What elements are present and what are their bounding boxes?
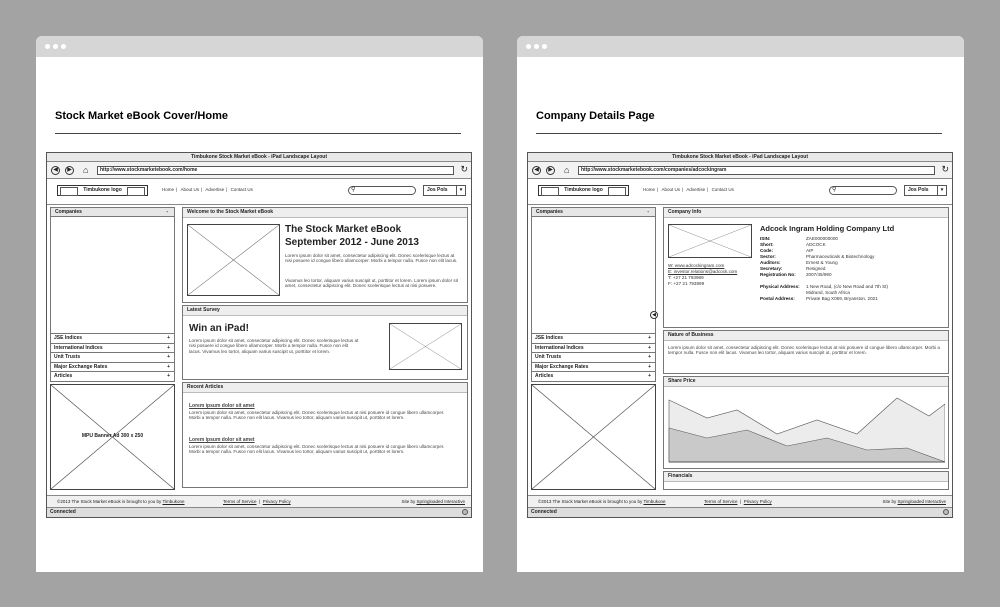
recent-articles-panel (182, 382, 468, 488)
sidebar-item-international-indices[interactable]: International Indices + (51, 343, 174, 353)
sidebar-item-jse-indices[interactable]: JSE Indices + (532, 333, 655, 343)
nav-advertise[interactable]: Advertise (686, 187, 706, 192)
company-details (760, 236, 874, 278)
physical-line: Midrand, South Africa (806, 290, 850, 295)
credit-link[interactable]: Springloaded Interactive (416, 499, 465, 504)
company-name: Adcock Ingram Holding Company Ltd (760, 224, 895, 233)
url-bar[interactable]: http://www.stockmarketebook.com/companies/adcockingram (578, 166, 935, 175)
search-input[interactable] (829, 186, 897, 195)
top-nav: Home | About Us | Advertise | Contact Us (643, 187, 734, 192)
footer-copyright: ©2013 The Stock Market eBook is brought to you by Timbukone (538, 499, 666, 504)
survey-image[interactable] (389, 323, 462, 370)
back-icon[interactable]: ◀ (532, 166, 541, 175)
privacy-link[interactable]: Privacy Policy (743, 499, 772, 504)
article-link[interactable]: Lorem ipsum dolor sit amet (189, 437, 255, 443)
window-titlebar (36, 36, 483, 57)
user-name: Jos Pols (908, 187, 929, 193)
frame-title: Timbukone Stock Market eBook - iPad Landscape Layout (528, 153, 952, 162)
share-price-chart (667, 390, 945, 467)
physical-line: 1 New Road, (c/o New Road and 7th St) (806, 284, 888, 289)
article-text: Lorem ipsum dolor sit amet, consectetur adipiscing elit. Donec scelerisque lectus at nisi posuere id congue libero ullamcorper. Morbi a tempor nulla. Fusce non elit lacus. Vivamus leo tortor, aliquam varius suscipit ut, porttitor et lorem. (189, 444, 445, 455)
detail-row: Sector: Pharmaceuticals & Biotechnology (760, 254, 875, 259)
status-text: Connected (50, 509, 76, 515)
welcome-panel (182, 207, 468, 303)
refresh-icon[interactable]: ↻ (941, 164, 949, 174)
user-dropdown[interactable] (904, 185, 947, 196)
collapse-icon[interactable]: - (166, 209, 168, 215)
home-icon[interactable]: ⌂ (564, 165, 570, 175)
detail-row: ISIN: ZAE000000000 (760, 236, 838, 241)
site-header (47, 179, 471, 205)
frame-title: Timbukone Stock Market eBook - iPad Landscape Layout (47, 153, 471, 162)
share-price-panel (663, 376, 949, 469)
top-nav: Home | About Us | Advertise | Contact Us (162, 187, 253, 192)
article-link[interactable]: Lorem ipsum dolor sit amet (189, 403, 255, 409)
search-icon: ⚲ (351, 187, 356, 193)
company-tel: T: +27 21 793989 (668, 275, 704, 280)
postal-label: Postal Address: (760, 296, 795, 301)
terms-link[interactable]: Terms of Service (704, 499, 738, 504)
mpu-banner-ad[interactable] (50, 384, 175, 490)
welcome-title: Welcome to the Stock Market eBook (183, 208, 467, 218)
mpu-label: MPU Banner Ad 300 x 250 (81, 433, 144, 439)
sidebar-item-jse-indices[interactable]: JSE Indices + (51, 333, 174, 343)
companies-header[interactable]: Companies - (51, 208, 174, 217)
window-dot-icon[interactable] (61, 44, 66, 49)
postal-value: Private Bag X069, Bryanston, 2021 (806, 296, 878, 301)
sidebar-item-international-indices[interactable]: International Indices + (532, 343, 655, 353)
logo[interactable]: Timbukone logo (538, 185, 629, 196)
page-title: Company Details Page (536, 110, 655, 122)
divider (536, 133, 942, 134)
share-price-title: Share Price (664, 377, 948, 387)
survey-heading: Win an iPad! (189, 323, 249, 334)
nav-about[interactable]: About Us (661, 187, 680, 192)
home-icon[interactable]: ⌂ (83, 165, 89, 175)
company-contacts (668, 263, 737, 287)
company-website-link[interactable]: W: www.adcockingram.com (668, 263, 725, 268)
window-dot-icon[interactable] (534, 44, 539, 49)
ipad-frame (527, 152, 953, 518)
chevron-down-icon: ▾ (937, 186, 946, 195)
plus-icon: + (648, 373, 651, 380)
refresh-icon[interactable]: ↻ (460, 164, 468, 174)
detail-row: Registration No: 2007/45/990 (760, 272, 832, 277)
nav-about[interactable]: About Us (180, 187, 199, 192)
hero-subheading: September 2012 - June 2013 (285, 237, 419, 248)
page-title: Stock Market eBook Cover/Home (55, 110, 228, 122)
sidebar-item-unit-trusts[interactable]: Unit Trusts + (51, 352, 174, 362)
forward-icon[interactable]: ▶ (546, 166, 555, 175)
plus-icon: + (648, 344, 651, 351)
company-addresses (760, 284, 888, 302)
url-bar[interactable]: http://www.stockmarketebook.com/home (97, 166, 454, 175)
financials-title: Financials (664, 472, 948, 482)
company-fax: F: +27 21 793899 (668, 281, 705, 286)
sidebar-list (532, 333, 655, 381)
plus-icon: + (648, 354, 651, 361)
detail-row: Secretary: Resigned (760, 266, 826, 271)
ipad-frame (46, 152, 472, 518)
footer-timbukone-link[interactable]: Timbukone (162, 499, 185, 504)
companies-sidebar (531, 207, 656, 382)
plus-icon: + (648, 363, 651, 370)
browser-nav (47, 162, 471, 179)
plus-icon: + (648, 335, 651, 342)
hero-paragraph: Vivamus leo tortor, aliquam varius suscipit ut, porttitor et lorem. Lorem ipsum dolor sit amet, consectetur adipiscing elit. Donec scelerisque lectus at nisi posuere. (285, 278, 459, 289)
plus-icon: + (167, 363, 170, 370)
detail-row: Code: AIP (760, 248, 814, 253)
sidebar-item-unit-trusts[interactable]: Unit Trusts + (532, 352, 655, 362)
footer-links: Terms of Service | Privacy Policy (223, 499, 291, 504)
collapse-sidebar-icon[interactable]: ◀ (650, 311, 658, 319)
privacy-link[interactable]: Privacy Policy (262, 499, 291, 504)
article-text: Lorem ipsum dolor sit amet, consectetur adipiscing elit. Donec scelerisque lectus at nisi posuere id congue libero ullamcorper. Morbi a tempor nulla. Fusce non elit lacus. Vivamus leo tortor, aliquam varius suscipit ut, porttitor et lorem. (189, 410, 445, 421)
credit-link[interactable]: Springloaded Interactive (897, 499, 946, 504)
physical-label: Physical Address: (760, 284, 800, 289)
footer-copyright: ©2013 The Stock Market eBook is brought to you by Timbukone (57, 499, 185, 504)
window-dot-icon[interactable] (542, 44, 547, 49)
status-indicator-icon (462, 509, 468, 515)
site-header (528, 179, 952, 205)
footer-timbukone-link[interactable]: Timbukone (643, 499, 666, 504)
sidebar-item-articles[interactable]: Articles + (532, 371, 655, 381)
plus-icon: + (167, 373, 170, 380)
site-footer (47, 495, 471, 508)
status-bar (47, 508, 471, 517)
survey-panel (182, 305, 468, 380)
hero-paragraph: Lorem ipsum dolor sit amet, consectetur adipiscing elit. Donec scelerisque lectus at nisi posuere id congue libero ullamcorper. Morbi a tempor nulla. Fusce non elit lacus. (285, 253, 458, 264)
logo[interactable]: Timbukone logo (57, 185, 148, 196)
nav-contact[interactable]: Contact Us (711, 187, 734, 192)
nature-title: Nature of Business (664, 331, 948, 341)
footer-links: Terms of Service | Privacy Policy (704, 499, 772, 504)
footer-credit: Site by Springloaded Interactive (882, 499, 946, 504)
chevron-down-icon: ▾ (456, 186, 465, 195)
plus-icon: + (167, 354, 170, 361)
window-company (517, 36, 964, 572)
company-info-panel (663, 207, 949, 328)
user-name: Jos Pols (427, 187, 448, 193)
survey-title: Latest Survey (183, 306, 467, 316)
recent-title: Recent Articles (183, 383, 467, 393)
companies-sidebar (50, 207, 175, 382)
collapse-icon[interactable]: - (647, 209, 649, 215)
detail-row: Short: ADCOCK (760, 242, 826, 247)
company-email-link[interactable]: E: investor.relations@adcock.com (668, 269, 738, 274)
financials-panel (663, 471, 949, 490)
window-dot-icon[interactable] (45, 44, 50, 49)
nav-contact[interactable]: Contact Us (230, 187, 253, 192)
companies-header[interactable]: Companies - (532, 208, 655, 217)
detail-row: Auditors: Ernest & Young (760, 260, 838, 265)
status-text: Connected (531, 509, 557, 515)
nav-advertise[interactable]: Advertise (205, 187, 225, 192)
nature-panel (663, 330, 949, 374)
window-home (36, 36, 483, 572)
sidebar-item-exchange-rates[interactable]: Major Exchange Rates + (51, 362, 174, 372)
sidebar-item-exchange-rates[interactable]: Major Exchange Rates + (532, 362, 655, 372)
company-info-title: Company Info (664, 208, 948, 218)
footer-credit: Site by Springloaded Interactive (401, 499, 465, 504)
search-input[interactable] (348, 186, 416, 195)
nav-home[interactable]: Home (643, 187, 656, 192)
window-dot-icon[interactable] (53, 44, 58, 49)
site-footer (528, 495, 952, 508)
nav-home[interactable]: Home (162, 187, 175, 192)
browser-nav (528, 162, 952, 179)
status-indicator-icon (943, 509, 949, 515)
status-bar (528, 508, 952, 517)
terms-link[interactable]: Terms of Service (223, 499, 257, 504)
hero-image (187, 224, 280, 296)
mpu-banner-ad[interactable] (531, 384, 656, 490)
company-logo-image (668, 224, 752, 258)
back-icon[interactable]: ◀ (51, 166, 60, 175)
hero-heading: The Stock Market eBook (285, 224, 402, 235)
survey-text: Lorem ipsum dolor sit amet, consectetur adipiscing elit. Donec scelerisque lectus at nisi posuere id congue libero ullamcorper. Morbi a tempor nulla. Fusce non elit lacus. Vivamus leo tortor, aliquam varius suscipit ut, porttitor et lorem. (189, 338, 359, 354)
sidebar-item-articles[interactable]: Articles + (51, 371, 174, 381)
plus-icon: + (167, 344, 170, 351)
user-dropdown[interactable] (423, 185, 466, 196)
forward-icon[interactable]: ▶ (65, 166, 74, 175)
search-icon: ⚲ (832, 187, 837, 193)
divider (55, 133, 461, 134)
sidebar-list (51, 333, 174, 381)
window-dot-icon[interactable] (526, 44, 531, 49)
plus-icon: + (167, 335, 170, 342)
nature-text: Lorem ipsum dolor sit amet, consectetur adipiscing elit. Donec scelerisque lectus at nisi posuere id congue libero ullamcorper. Morbi a tempor nulla. Fusce non elit lacus. Vivamus leo tortor, aliquam varius suscipit ut, porttitor et lorem. (668, 345, 940, 356)
window-titlebar (517, 36, 964, 57)
